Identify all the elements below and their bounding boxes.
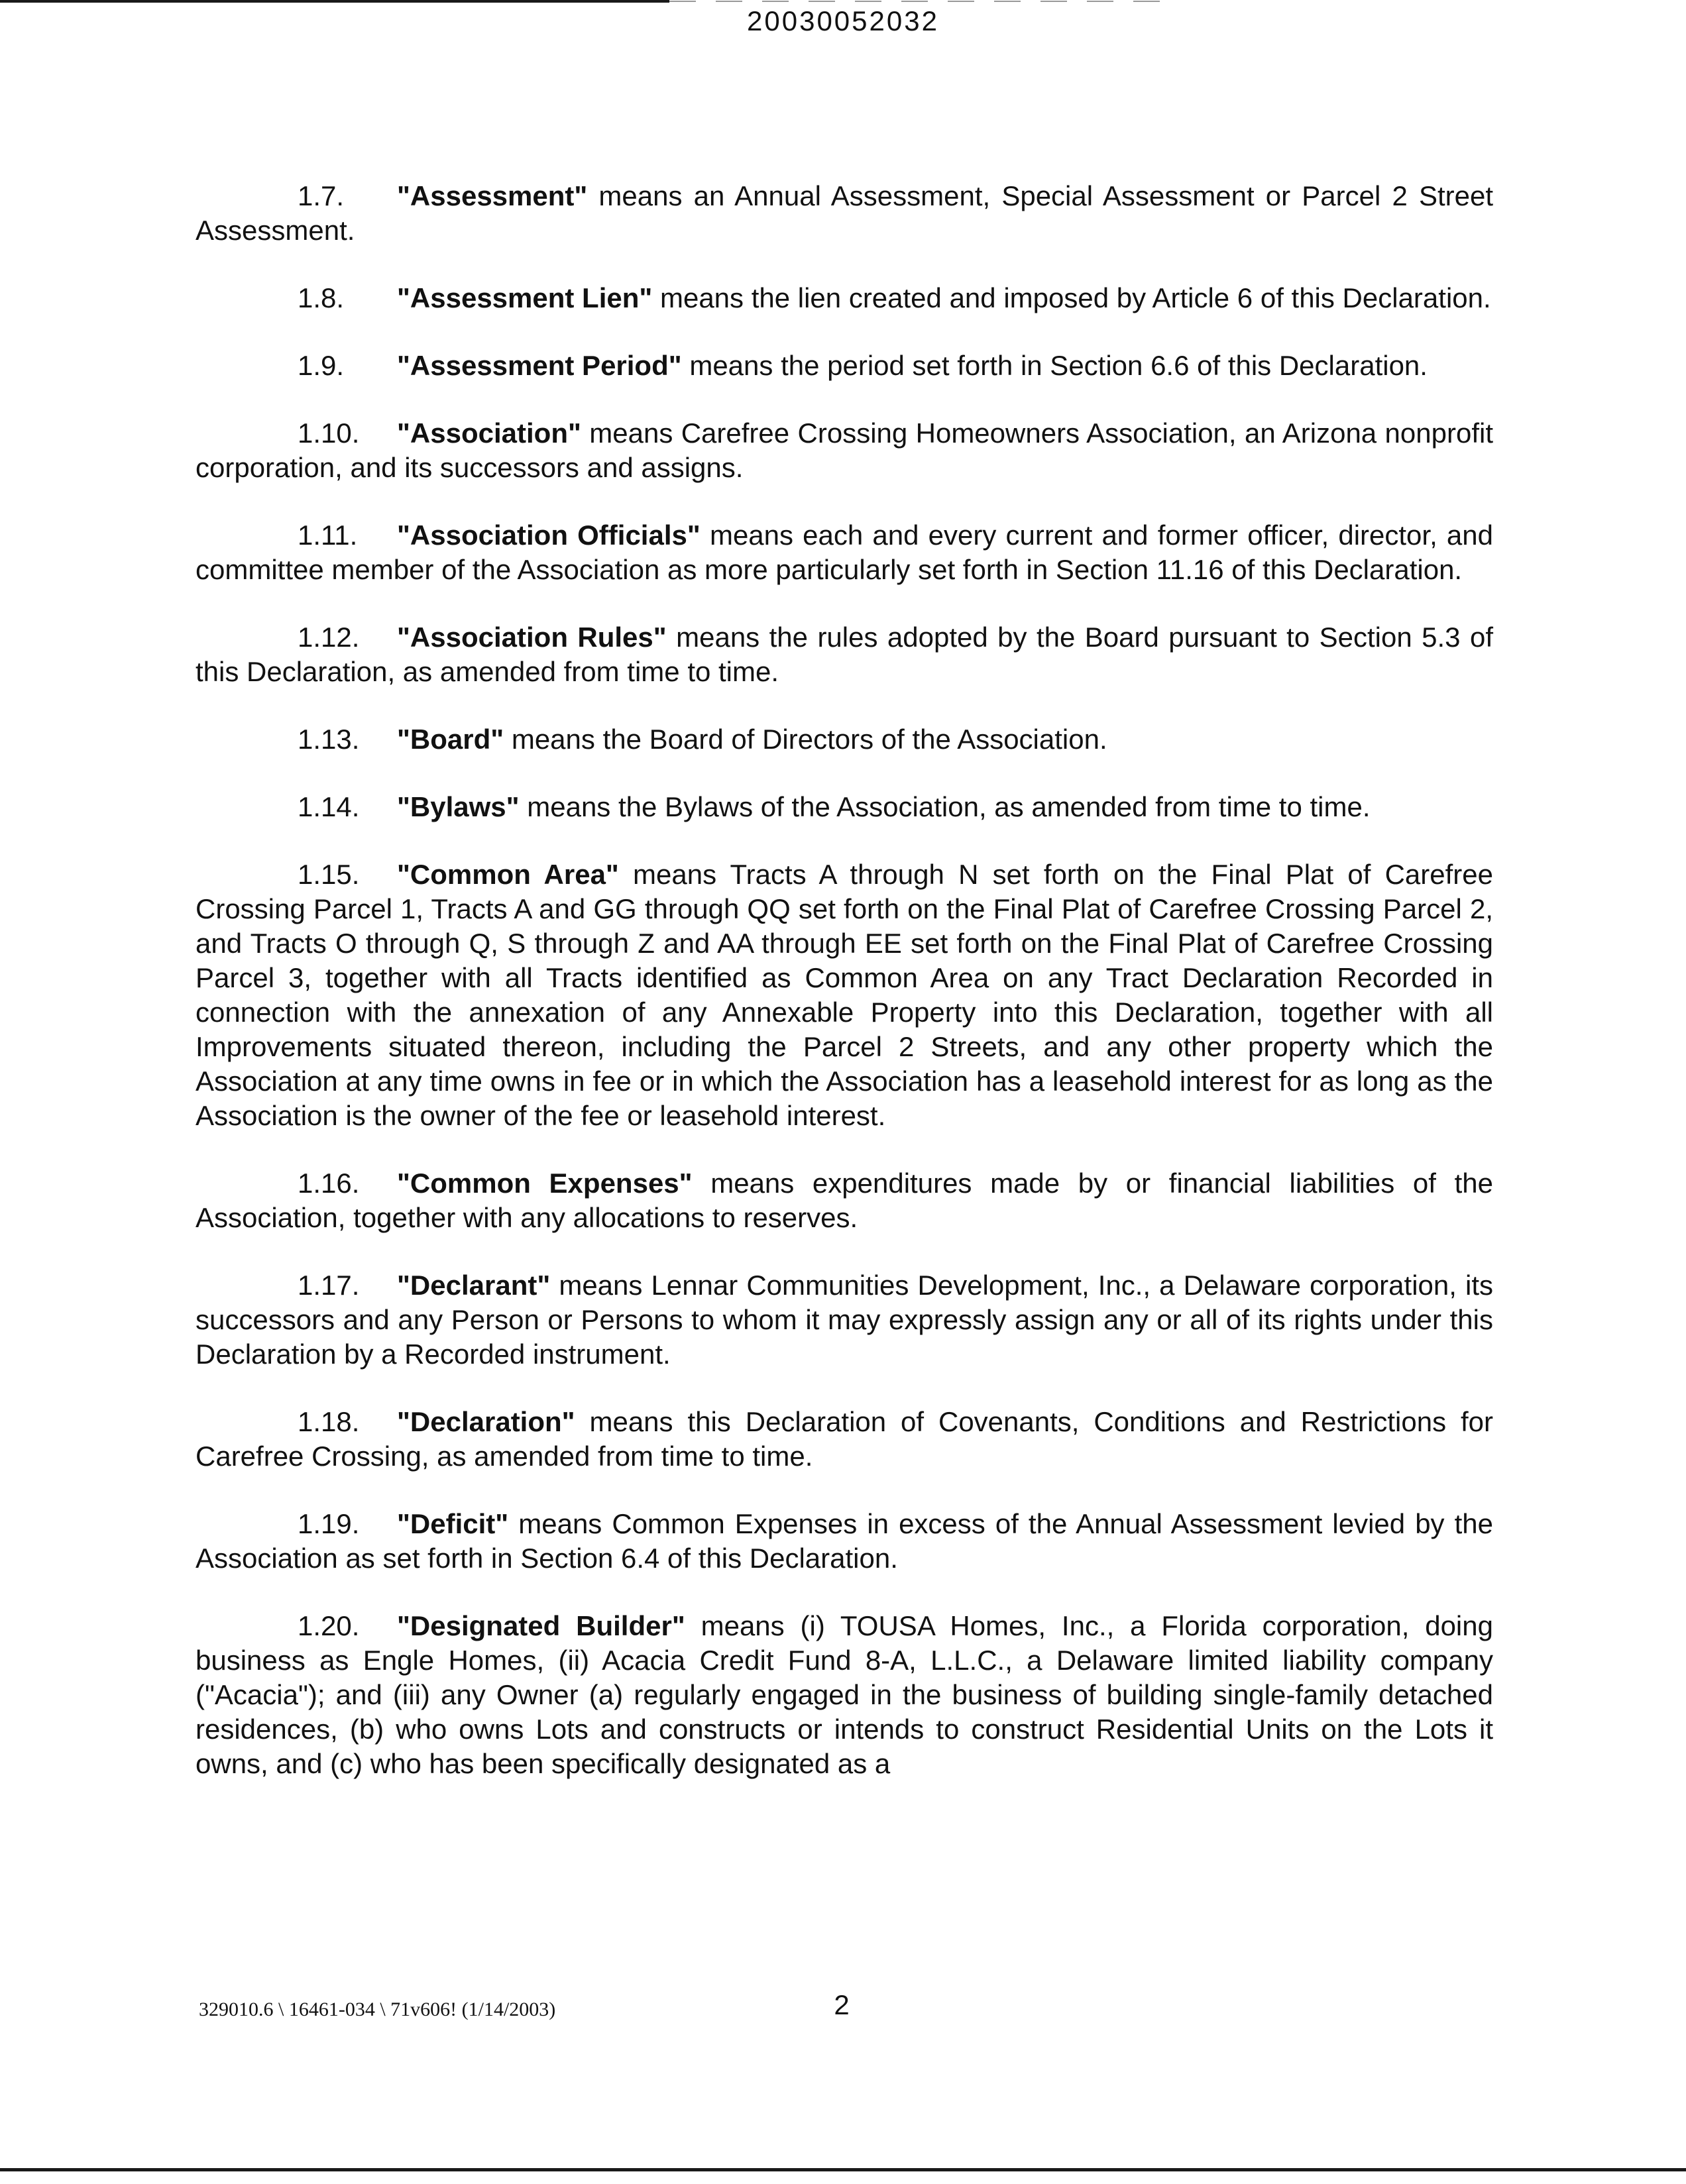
defined-term: "Designated Builder" [397,1610,685,1641]
defined-term: "Assessment" [397,180,588,211]
definition-text: means each and every current and former officer, director, and committee member of the Association as more particularly set forth in Section 11.16 of this Declaration. [196,519,1493,585]
defined-term: "Common Expenses" [397,1168,693,1199]
definition-1-17 [196,1268,1493,1372]
definitions-body [196,179,1493,1781]
section-number: 1.8. [298,282,345,313]
section-number: 1.16. [298,1168,360,1199]
section-number: 1.14. [298,791,360,822]
defined-term: "Association Officials" [397,519,701,551]
section-number: 1.9. [298,350,345,381]
section-number: 1.15. [298,859,360,890]
defined-term: "Association" [397,417,581,449]
definition-1-9 [196,349,1493,383]
definition-1-15 [196,857,1493,1133]
defined-term: "Declarant" [397,1270,551,1301]
defined-term: "Association Rules" [397,622,667,653]
section-number: 1.19. [298,1508,360,1539]
defined-term: "Assessment Period" [397,350,682,381]
definition-text: means Common Expenses in excess of the Annual Assessment levied by the Association as set forth in Section 6.4 of this Declaration. [196,1508,1493,1574]
section-number: 1.13. [298,724,360,755]
section-number: 1.11. [298,519,358,551]
defined-term: "Assessment Lien" [397,282,653,313]
definition-text: means the period set forth in Section 6.6 of this Declaration. [681,350,1428,381]
defined-term: "Common Area" [397,859,619,890]
section-number: 1.18. [298,1406,360,1437]
definition-1-19 [196,1507,1493,1576]
defined-term: "Deficit" [397,1508,509,1539]
definition-1-12 [196,620,1493,689]
section-number: 1.10. [298,417,360,449]
definition-1-14 [196,790,1493,824]
scan-bottom-edge-line [0,2168,1686,2171]
defined-term: "Bylaws" [397,791,520,822]
definition-1-7 [196,179,1493,248]
scan-top-edge-line [0,0,669,3]
footer-document-code: 329010.6 \ 16461-034 \ 71v606! (1/14/2003) [199,1998,556,2020]
definition-text: means the Board of Directors of the Association. [504,724,1107,755]
definition-1-8 [196,281,1493,315]
definition-1-16 [196,1166,1493,1235]
definition-1-20 [196,1609,1493,1781]
section-number: 1.12. [298,622,360,653]
definition-1-11 [196,518,1493,587]
definition-text: means Lennar Communities Development, Inc., a Delaware corporation, its successors and any Person or Persons to whom it may expressly assign any or all of its rights under this Declaration by a Recorded instrument. [196,1270,1493,1370]
section-number: 1.20. [298,1610,360,1641]
definition-text: means (i) TOUSA Homes, Inc., a Florida corporation, doing business as Engle Homes, (ii) Acacia Credit Fund 8-A, L.L.C., a Delaware limited liability company ("Acacia"); and (iii) any Owner (a) regularly engaged in the business of building single-family detached residences, (b) who owns Lots and constructs or intends to construct Residential Units on the Lots it owns, and (c) who has been specifically designated as a [196,1610,1493,1779]
definition-text: means Tracts A through N set forth on the Final Plat of Carefree Crossing Parcel 1, Tracts A and GG through QQ set forth on the Final Plat of Carefree Crossing Parcel 2, and Tracts O through Q, S through Z and AA through EE set forth on the Final Plat of Carefree Crossing Parcel 3, together with all Tracts identified as Common Area on any Tract Declaration Recorded in connection with the annexation of any Annexable Property into this Declaration, together with all Improvements situated thereon, including the Parcel 2 Streets, and any other property which the Association at any time owns in fee or in which the Association has a leasehold interest for as long as the Association is the owner of the fee or leasehold interest. [196,859,1493,1131]
section-number: 1.17. [298,1270,360,1301]
definition-text: means an Annual Assessment, Special Assessment or Parcel 2 Street Assessment. [196,180,1493,246]
page-number: 2 [834,1989,850,2020]
definition-text: means expenditures made by or financial liabilities of the Association, together with any allocations to reserves. [196,1168,1493,1233]
recording-number: 20030052032 [747,5,939,36]
definition-1-18 [196,1405,1493,1474]
definition-text: means the lien created and imposed by Article 6 of this Declaration. [652,282,1491,313]
definition-text: means Carefree Crossing Homeowners Association, an Arizona nonprofit corporation, and its successors and assigns. [196,417,1493,483]
definition-text: means this Declaration of Covenants, Conditions and Restrictions for Carefree Crossing, as amended from time to time. [196,1406,1493,1472]
definition-text: means the rules adopted by the Board pursuant to Section 5.3 of this Declaration, as amended from time to time. [196,622,1493,687]
scan-top-edge-artifact [669,1,1173,2]
defined-term: "Board" [397,724,504,755]
definition-1-10 [196,416,1493,485]
definition-text: means the Bylaws of the Association, as amended from time to time. [519,791,1371,822]
section-number: 1.7. [298,180,345,211]
defined-term: "Declaration" [397,1406,575,1437]
definition-1-13 [196,722,1493,757]
